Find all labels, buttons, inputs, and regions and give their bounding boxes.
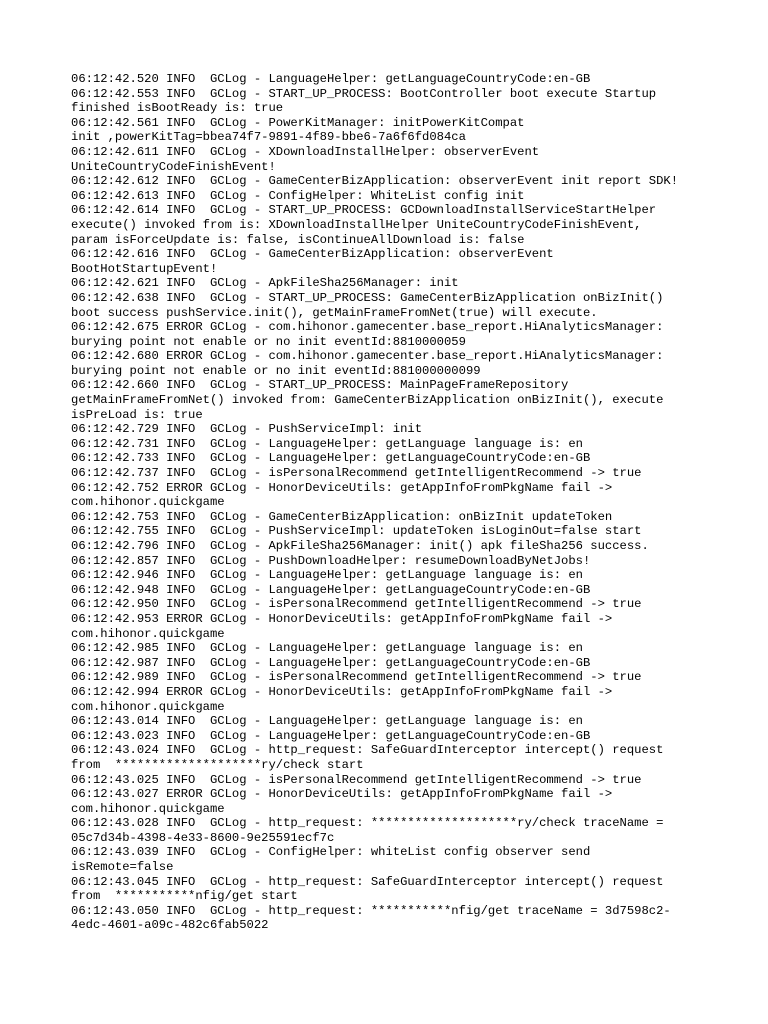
log-line: 06:12:42.985 INFO GCLog - LanguageHelper: getLanguage language is: en <box>71 641 583 656</box>
log-line: 06:12:42.796 INFO GCLog - ApkFileSha256Manager: init() apk fileSha256 success. <box>71 539 649 553</box>
log-line: 06:12:42.675 ERROR GCLog - com.hihonor.gamecenter.base_report.HiAnalyticsManager: <box>71 320 664 335</box>
log-line: 06:12:42.611 INFO GCLog - XDownloadInstallHelper: observerEvent <box>71 144 540 159</box>
log-line: 06:12:43.023 INFO GCLog - LanguageHelper: getLanguageCountryCode:en-GB <box>71 728 591 743</box>
log-line: com.hihonor.quickgame <box>71 495 225 510</box>
log-line: getMainFrameFromNet() invoked from: GameCenterBizApplication onBizInit(), execute <box>71 393 664 408</box>
log-line: 06:12:43.027 ERROR GCLog - HonorDeviceUtils: getAppInfoFromPkgName fail -> <box>71 787 613 802</box>
log-line: 06:12:43.024 INFO GCLog - http_request: SafeGuardInterceptor intercept() request <box>71 743 664 758</box>
log-line: 06:12:42.660 INFO GCLog - START_UP_PROCESS: MainPageFrameRepository <box>71 378 569 393</box>
log-line: 06:12:42.987 INFO GCLog - LanguageHelper: getLanguageCountryCode:en-GB <box>71 655 591 670</box>
log-line: 06:12:43.039 INFO GCLog - ConfigHelper: whiteList config observer send <box>71 845 591 860</box>
log-line: 06:12:43.014 INFO GCLog - LanguageHelper: getLanguage language is: en <box>71 714 583 729</box>
log-line: param isForceUpdate is: false, isContinueAllDownload is: false <box>71 232 525 247</box>
log-line: 06:12:42.729 INFO GCLog - PushServiceImpl: init <box>71 422 423 437</box>
log-line: 06:12:43.025 INFO GCLog - isPersonalRecommend getIntelligentRecommend -> true <box>71 772 642 787</box>
log-line: 06:12:43.028 INFO GCLog - http_request: ********************ry/check traceName = <box>71 816 664 831</box>
log-line: 06:12:42.737 INFO GCLog - isPersonalRecommend getIntelligentRecommend -> true <box>71 466 642 481</box>
log-line: burying point not enable or no init eventId:8810000059 <box>71 334 466 349</box>
log-line: burying point not enable or no init eventId:881000000099 <box>71 363 481 378</box>
log-line: 06:12:42.520 INFO GCLog - LanguageHelper: getLanguageCountryCode:en-GB <box>71 72 591 86</box>
log-line: com.hihonor.quickgame <box>71 801 225 816</box>
log-line: 06:12:43.045 INFO GCLog - http_request: SafeGuardInterceptor intercept() request <box>71 874 664 889</box>
log-line: 06:12:42.680 ERROR GCLog - com.hihonor.gamecenter.base_report.HiAnalyticsManager: <box>71 349 664 364</box>
log-line: isRemote=false <box>71 860 174 875</box>
log-line: 06:12:42.755 INFO GCLog - PushServiceImpl: updateToken isLoginOut=false start <box>71 524 642 539</box>
log-line: 06:12:42.612 INFO GCLog - GameCenterBizApplication: observerEvent init report SDK! <box>71 174 679 189</box>
log-line: 06:12:42.561 INFO GCLog - PowerKitManager: initPowerKitCompat <box>71 115 525 130</box>
log-line: from ***********nfig/get start <box>71 889 298 904</box>
log-line: 06:12:42.953 ERROR GCLog - HonorDeviceUtils: getAppInfoFromPkgName fail -> <box>71 611 613 626</box>
log-line: com.hihonor.quickgame <box>71 626 225 641</box>
log-line: 06:12:42.948 INFO GCLog - LanguageHelper: getLanguageCountryCode:en-GB <box>71 582 591 597</box>
log-line: 06:12:42.731 INFO GCLog - LanguageHelper: getLanguage language is: en <box>71 436 583 451</box>
log-line: finished isBootReady is: true <box>71 101 284 116</box>
log-line: 06:12:42.616 INFO GCLog - GameCenterBizApplication: observerEvent <box>71 247 554 262</box>
log-line: from ********************ry/check start <box>71 757 364 772</box>
log-line: 4edc-4601-a09c-482c6fab5022 <box>71 918 269 933</box>
log-line: 06:12:42.638 INFO GCLog - START_UP_PROCESS: GameCenterBizApplication onBizInit() <box>71 290 664 305</box>
log-line: 06:12:42.613 INFO GCLog - ConfigHelper: WhiteList config init <box>71 188 525 203</box>
log-line: 06:12:42.857 INFO GCLog - PushDownloadHelper: resumeDownloadByNetJobs! <box>71 553 591 568</box>
log-line: execute() invoked from is: XDownloadInstallHelper UniteCountryCodeFinishEvent, <box>71 217 642 232</box>
log-line: init ,powerKitTag=bbea74f7-9891-4f89-bbe6-7a6f6fd084ca <box>71 130 466 145</box>
log-line: 06:12:42.614 INFO GCLog - START_UP_PROCESS: GCDownloadInstallServiceStartHelper <box>71 203 657 218</box>
log-line: 06:12:42.621 INFO GCLog - ApkFileSha256Manager: init <box>71 276 459 291</box>
log-line: 06:12:42.733 INFO GCLog - LanguageHelper: getLanguageCountryCode:en-GB <box>71 451 591 466</box>
log-line: 06:12:42.994 ERROR GCLog - HonorDeviceUtils: getAppInfoFromPkgName fail -> <box>71 684 613 699</box>
log-line: 06:12:42.752 ERROR GCLog - HonorDeviceUtils: getAppInfoFromPkgName fail -> <box>71 480 613 495</box>
log-line: boot success pushService.init(), getMainFrameFromNet(true) will execute. <box>71 305 598 320</box>
log-line: 06:12:43.050 INFO GCLog - http_request: ***********nfig/get traceName = 3d7598c2- <box>71 903 671 918</box>
log-line: 06:12:42.753 INFO GCLog - GameCenterBizApplication: onBizInit updateToken <box>71 509 613 524</box>
log-line: 06:12:42.553 INFO GCLog - START_UP_PROCESS: BootController boot execute Startup <box>71 86 657 101</box>
log-line: UniteCountryCodeFinishEvent! <box>71 159 276 174</box>
log-line: BootHotStartupEvent! <box>71 261 218 276</box>
log-line: 05c7d34b-4398-4e33-8600-9e25591ecf7c <box>71 830 335 845</box>
log-line: 06:12:42.946 INFO GCLog - LanguageHelper: getLanguage language is: en <box>71 568 583 583</box>
log-line: com.hihonor.quickgame <box>71 699 225 714</box>
log-line: 06:12:42.950 INFO GCLog - isPersonalRecommend getIntelligentRecommend -> true <box>71 597 642 612</box>
log-line: isPreLoad is: true <box>71 407 203 422</box>
log-text-block <box>71 72 711 933</box>
log-line: 06:12:42.989 INFO GCLog - isPersonalRecommend getIntelligentRecommend -> true <box>71 670 642 685</box>
